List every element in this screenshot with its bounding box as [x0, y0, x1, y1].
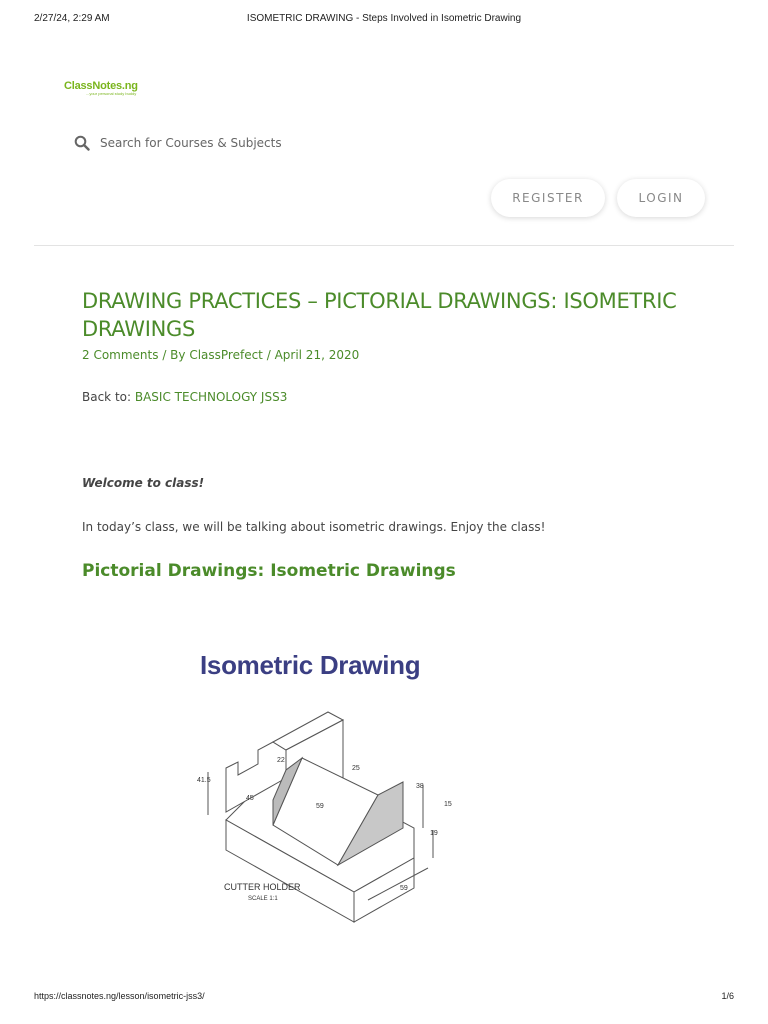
print-page-number: 1/6	[721, 991, 734, 1001]
comments-link[interactable]: 2 Comments	[82, 348, 159, 362]
back-label: Back to:	[82, 390, 135, 404]
intro-text: In today’s class, we will be talking about isometric drawings. Enjoy the class!	[82, 520, 546, 534]
logo-tagline: ...your personal study buddy	[86, 91, 137, 96]
figure-caption: CUTTER HOLDER	[224, 882, 301, 892]
post-meta	[82, 348, 359, 362]
header-divider	[34, 245, 734, 246]
dim-59-b: 59	[400, 885, 408, 892]
site-logo[interactable]	[64, 80, 138, 96]
cutter-holder-drawing	[178, 700, 478, 925]
back-to	[82, 390, 287, 404]
dim-41-5: 41.5	[197, 777, 211, 784]
author-link[interactable]: ClassPrefect	[189, 348, 263, 362]
post-date[interactable]: April 21, 2020	[274, 348, 360, 362]
isometric-figure	[178, 640, 478, 930]
dim-59-a: 59	[316, 803, 324, 810]
dim-38: 38	[416, 783, 424, 790]
print-datetime: 2/27/24, 2:29 AM	[34, 13, 110, 24]
print-url: https://classnotes.ng/lesson/isometric-jss3/	[34, 991, 205, 1001]
meta-sep: /	[262, 348, 275, 362]
dim-25: 25	[352, 765, 360, 772]
login-button[interactable]: LOGIN	[617, 179, 705, 217]
dim-45: 45	[246, 795, 254, 802]
dim-22: 22	[277, 757, 285, 764]
register-button[interactable]: REGISTER	[491, 179, 605, 217]
search-input[interactable]: Search for Courses & Subjects	[100, 136, 282, 150]
welcome-text: Welcome to class!	[82, 476, 205, 490]
figure-title: Isometric Drawing	[200, 650, 421, 680]
meta-by: / By	[158, 348, 190, 362]
dim-15: 15	[444, 801, 452, 808]
section-heading: Pictorial Drawings: Isometric Drawings	[82, 561, 456, 581]
figure-scale: SCALE 1:1	[248, 896, 278, 902]
dim-19: 19	[430, 830, 438, 837]
search-icon[interactable]	[74, 135, 90, 151]
search-bar[interactable]	[74, 135, 282, 151]
logo-text: ClassNotes.ng	[64, 80, 138, 92]
back-link[interactable]: BASIC TECHNOLOGY JSS3	[134, 390, 288, 404]
print-page-title: ISOMETRIC DRAWING - Steps Involved in Isometric Drawing	[246, 13, 522, 24]
post-title: DRAWING PRACTICES – PICTORIAL DRAWINGS: ISOMETRIC DRAWINGS	[82, 289, 677, 341]
